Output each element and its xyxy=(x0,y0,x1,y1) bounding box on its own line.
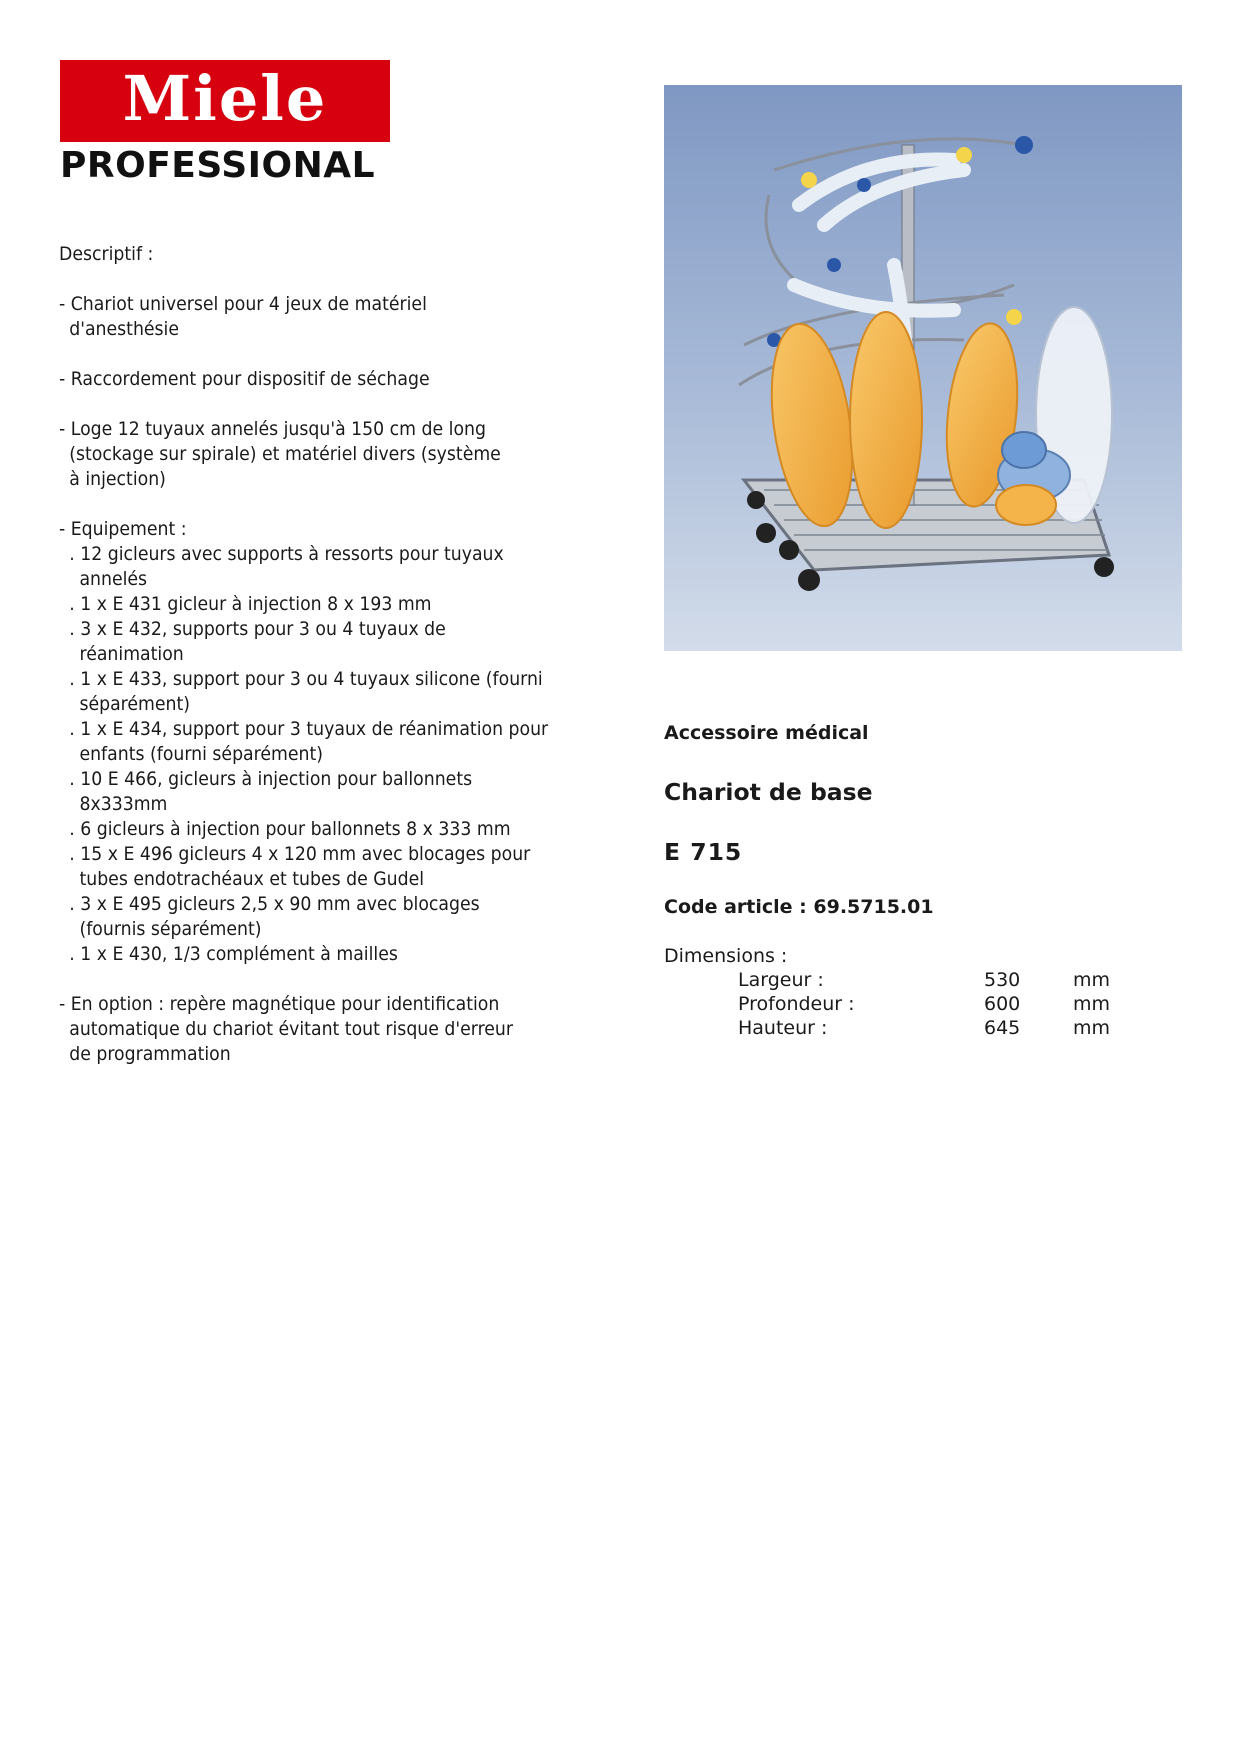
description-line: de programmation xyxy=(69,1044,231,1065)
description-line: (stockage sur spirale) et matériel divers (système xyxy=(69,444,501,465)
equipment-item: . 15 x E 496 gicleurs 4 x 120 mm avec blocages pour xyxy=(69,844,531,865)
equipment-item-cont: enfants (fourni séparément) xyxy=(79,744,323,765)
description-line: - Chariot universel pour 4 jeux de matériel xyxy=(59,294,427,315)
dimension-label: Profondeur : xyxy=(738,993,855,1015)
description-line: à injection) xyxy=(69,469,166,490)
equipment-item: . 3 x E 432, supports pour 3 ou 4 tuyaux de xyxy=(69,619,446,640)
description-line: - Equipement : xyxy=(59,519,187,540)
product-category: Accessoire médical xyxy=(664,722,869,744)
equipment-item: . 12 gicleurs avec supports à ressorts pour tuyaux xyxy=(69,544,504,565)
equipment-item: . 3 x E 495 gicleurs 2,5 x 90 mm avec blocages xyxy=(69,894,480,915)
description-heading: Descriptif : xyxy=(59,244,154,265)
equipment-item-cont: annelés xyxy=(79,569,148,590)
cart-illustration xyxy=(664,85,1182,651)
dimension-unit: mm xyxy=(1073,1017,1111,1039)
description-line: automatique du chariot évitant tout risque d'erreur xyxy=(69,1019,514,1040)
logo-red-banner xyxy=(60,60,390,142)
logo-division: PROFESSIONAL xyxy=(60,145,376,186)
description-line: - Raccordement pour dispositif de séchage xyxy=(59,369,430,390)
dimension-value: 645 xyxy=(984,1017,1021,1039)
dimension-row-profondeur xyxy=(664,993,1184,1017)
dimension-value: 530 xyxy=(984,969,1021,991)
equipment-item: . 6 gicleurs à injection pour ballonnets 8 x 333 mm xyxy=(69,819,511,840)
dimension-row-largeur xyxy=(664,969,1184,993)
logo-brand: Miele xyxy=(122,62,328,135)
article-code: Code article : 69.5715.01 xyxy=(664,896,934,918)
dimension-unit: mm xyxy=(1073,969,1111,991)
description-block xyxy=(59,242,580,1067)
product-title: Chariot de base xyxy=(664,778,873,806)
equipment-item-cont: séparément) xyxy=(79,694,191,715)
dimension-row-hauteur xyxy=(664,1017,1184,1041)
equipment-item: . 1 x E 434, support pour 3 tuyaux de réanimation pour xyxy=(69,719,549,740)
equipment-item-cont: 8x333mm xyxy=(79,794,168,815)
description-line: d'anesthésie xyxy=(69,319,179,340)
equipment-item: . 1 x E 431 gicleur à injection 8 x 193 mm xyxy=(69,594,432,615)
equipment-item: . 1 x E 430, 1/3 complément à mailles xyxy=(69,944,398,965)
equipment-item-cont: réanimation xyxy=(79,644,184,665)
description-line: - En option : repère magnétique pour identification xyxy=(59,994,500,1015)
miele-professional-logo xyxy=(60,60,390,194)
dimension-label: Hauteur : xyxy=(738,1017,828,1039)
description-line: - Loge 12 tuyaux annelés jusqu'à 150 cm de long xyxy=(59,419,486,440)
product-photo xyxy=(664,85,1182,651)
equipment-item: . 1 x E 433, support pour 3 ou 4 tuyaux silicone (fourni xyxy=(69,669,543,690)
dimension-unit: mm xyxy=(1073,993,1111,1015)
equipment-item-cont: (fournis séparément) xyxy=(79,919,262,940)
dimensions-label: Dimensions : xyxy=(664,945,788,967)
equipment-item: . 10 E 466, gicleurs à injection pour ballonnets xyxy=(69,769,473,790)
product-model: E 715 xyxy=(664,838,743,866)
dimension-value: 600 xyxy=(984,993,1021,1015)
equipment-item-cont: tubes endotrachéaux et tubes de Gudel xyxy=(79,869,425,890)
dimension-label: Largeur : xyxy=(738,969,824,991)
